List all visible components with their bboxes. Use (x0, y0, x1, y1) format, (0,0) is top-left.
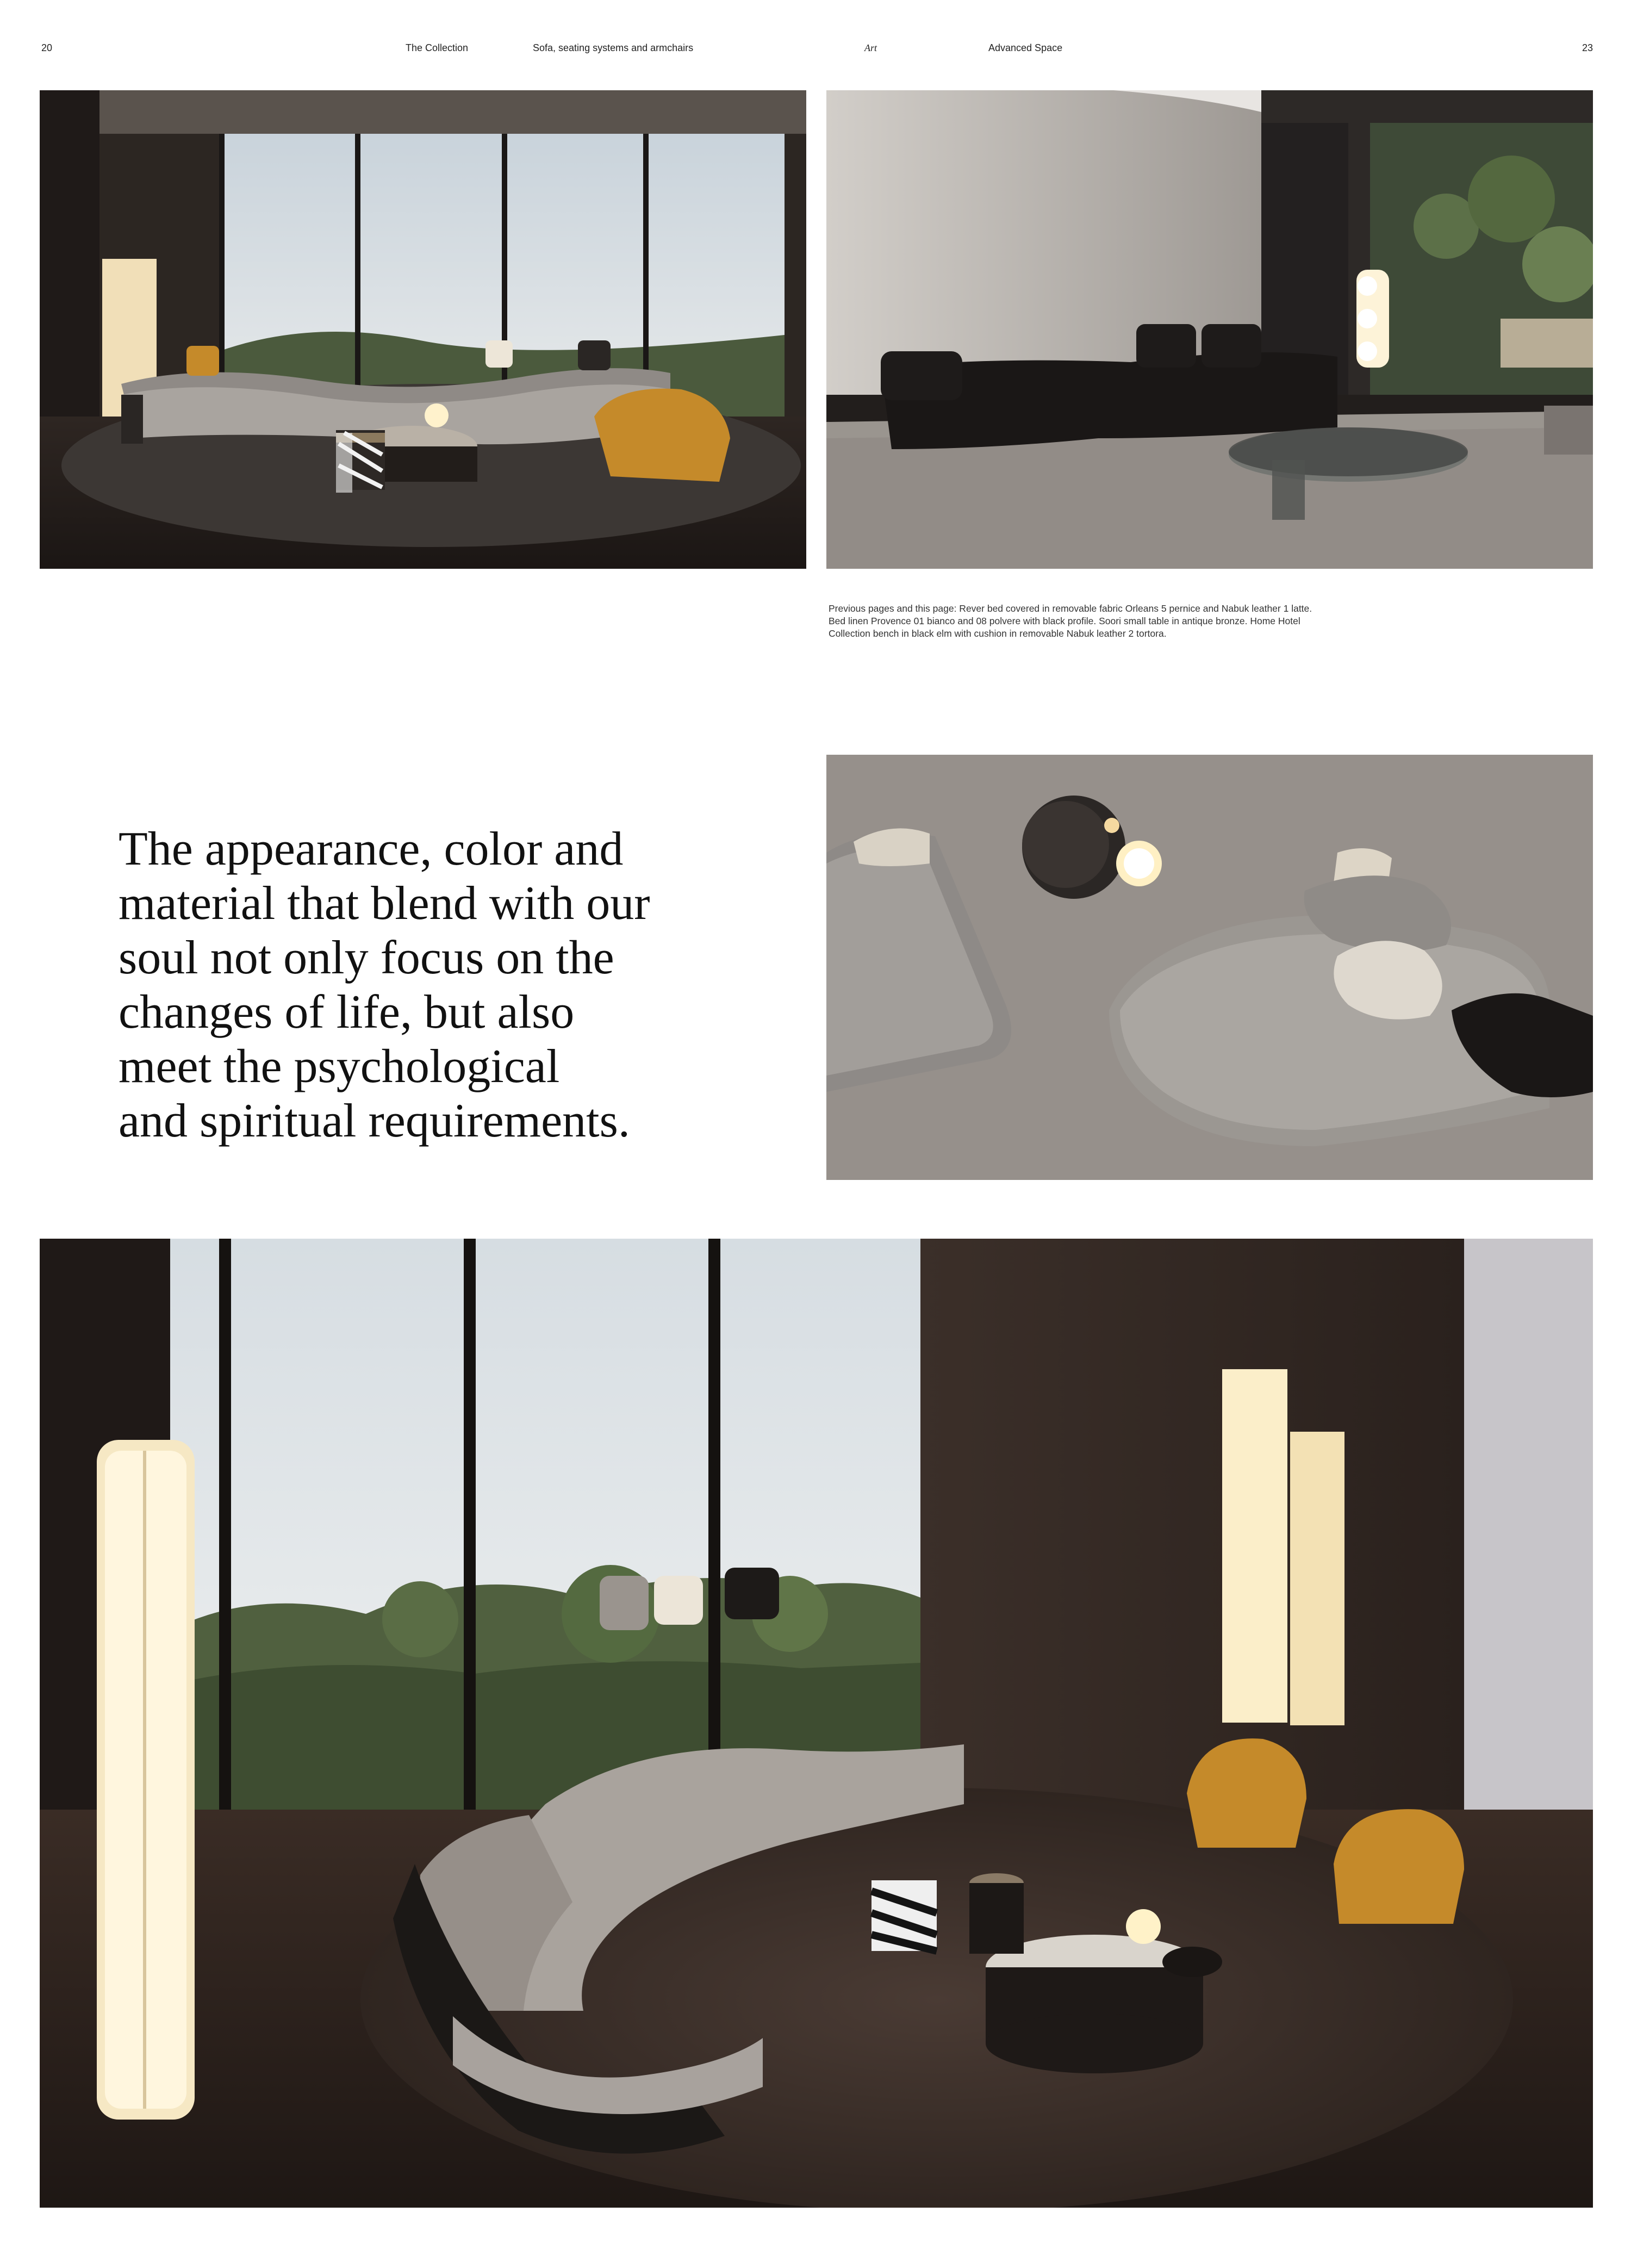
photo-caption (829, 602, 1459, 640)
page-number-left: 20 (41, 42, 53, 53)
quote-line: meet the psychological (119, 1040, 560, 1093)
caption-line: Bed linen Provence 01 bianco and 08 polvere with black profile. Soori small table in antique bronze. Home Hotel (829, 616, 1300, 626)
advanced-space-title: Advanced Space (988, 42, 1063, 53)
caption-line: Previous pages and this page: Rever bed covered in removable fabric Orleans 5 pernice and Nabuk leather 1 latte. (829, 603, 1312, 614)
subsection-title: Sofa, seating systems and armchairs (533, 42, 694, 53)
quote-line: The appearance, color and (119, 823, 624, 875)
photo-leather-sofa-rug (826, 90, 1593, 569)
quote-line: soul not only focus on the (119, 931, 614, 984)
page-number-right: 23 (1582, 42, 1593, 53)
section-title: The Collection (406, 42, 469, 53)
italic-section-label: Art (864, 42, 877, 53)
quote-line: changes of life, but also (119, 986, 575, 1039)
photo-curved-sofa-window (40, 90, 806, 569)
pull-quote (119, 822, 650, 1148)
photo-overhead-cushions (826, 755, 1593, 1180)
photo-main-living-room (40, 1239, 1593, 2208)
quote-line: and spiritual requirements. (119, 1095, 630, 1147)
caption-line: Collection bench in black elm with cushion in removable Nabuk leather 2 tortora. (829, 628, 1167, 639)
quote-line: material that blend with our (119, 877, 650, 930)
